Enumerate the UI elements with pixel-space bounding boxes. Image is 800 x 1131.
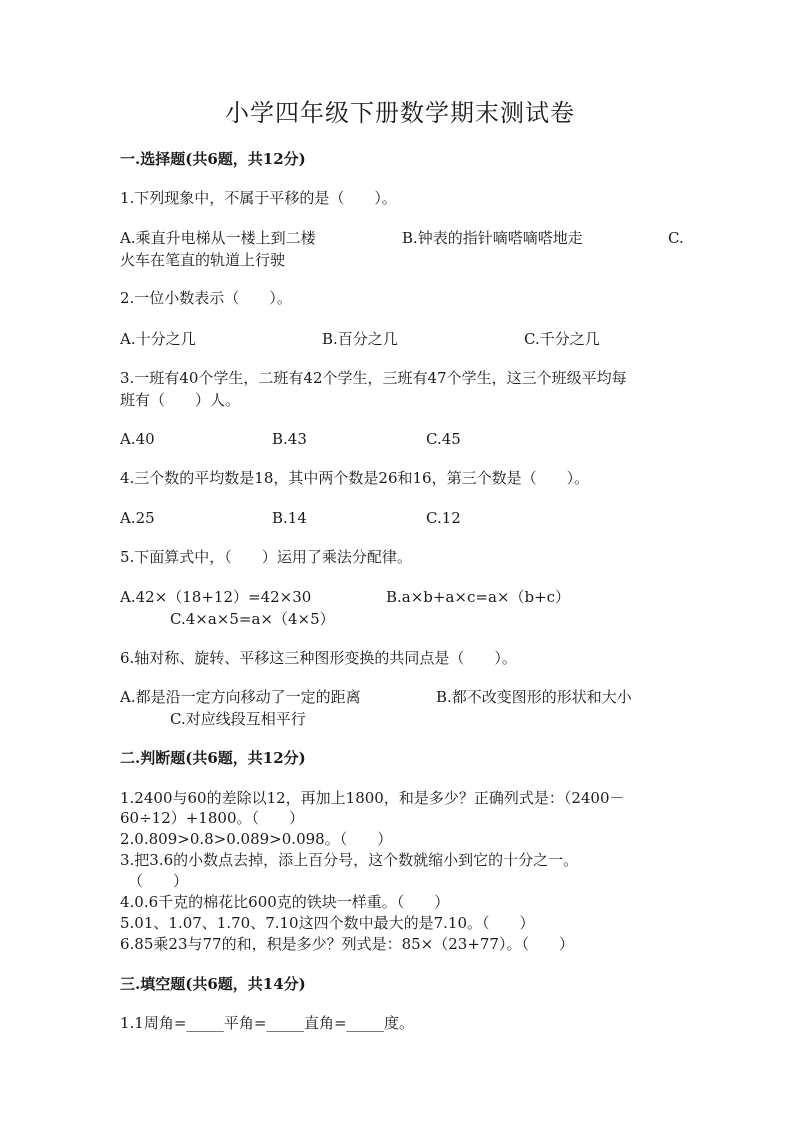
question-3-stem-line2: 班有（ ）人。 [120,391,241,409]
question-4-option-c: C.12 [426,509,461,527]
tf-line: 2.0.809>0.8>0.089>0.098。（ ） [120,830,393,848]
question-5-option-c: C.4×a×5=a×（4×5） [170,610,335,628]
question-3-option-b: B.43 [272,430,307,448]
tf-line: 60÷12）+1800。（ ） [120,809,304,827]
question-3-stem-line1: 3.一班有40个学生，二班有42个学生，三班有47个学生，这三个班级平均每 [120,369,627,387]
question-1-option-a: A.乘直升电梯从一楼上到二楼 [120,229,316,247]
question-2-stem: 2.一位小数表示（ ）。 [120,289,292,307]
tf-line: 3.把3.6的小数点去掉，添上百分号，这个数就缩小到它的十分之一。 [120,851,579,869]
tf-line: 5.01、1.07、1.70、7.10这四个数中最大的是7.10。（ ） [120,914,535,932]
question-4-option-b: B.14 [272,509,307,527]
page-title: 小学四年级下册数学期末测试卷 [225,99,575,127]
question-3-option-c: C.45 [426,430,461,448]
question-6-option-c: C.对应线段互相平行 [170,710,306,728]
question-1-option-b: B.钟表的指针嘀嗒嘀嗒地走 [402,229,583,247]
question-2-option-c: C.千分之几 [524,330,600,348]
tf-line: 6.85乘23与77的和，积是多少？列式是：85×（23+77）。（ ） [120,935,574,953]
question-4-option-a: A.25 [120,509,155,527]
question-2-option-a: A.十分之几 [120,330,196,348]
question-5-option-a: A.42×（18+12）=42×30 [120,588,312,606]
question-5-option-b: B.a×b+a×c=a×（b+c） [386,588,571,606]
section-heading-true-false: 二.判断题(共6题，共12分) [120,749,306,767]
tf-line: 4.0.6千克的棉花比600克的铁块一样重。（ ） [120,893,450,911]
question-6-option-a: A.都是沿一定方向移动了一定的距离 [120,688,361,706]
tf-line: 1.2400与60的差除以12，再加上1800，和是多少？正确列式是：（2400－ [120,789,625,807]
question-4-stem: 4.三个数的平均数是18，其中两个数是26和16，第三个数是（ ）。 [120,469,590,487]
fill-line: 1.1周角=_____平角=_____直角=_____度。 [120,1014,415,1032]
section-heading-choice: 一.选择题(共6题，共12分) [120,150,306,168]
question-1-option-c-label: C. [668,229,684,247]
question-2-option-b: B.百分之几 [322,330,398,348]
tf-line: （ ） [128,872,189,890]
question-6-stem: 6.轴对称、旋转、平移这三种图形变换的共同点是（ ）。 [120,649,517,667]
question-1-stem: 1.下列现象中，不属于平移的是（ ）。 [120,189,397,207]
section-heading-fill-blank: 三.填空题(共6题，共14分) [120,975,306,993]
question-5-stem: 5.下面算式中，（ ）运用了乘法分配律。 [120,548,412,566]
question-6-option-b: B.都不改变图形的形状和大小 [436,688,632,706]
question-1-option-c-text: 火车在笔直的轨道上行驶 [120,251,286,269]
question-3-option-a: A.40 [120,430,155,448]
